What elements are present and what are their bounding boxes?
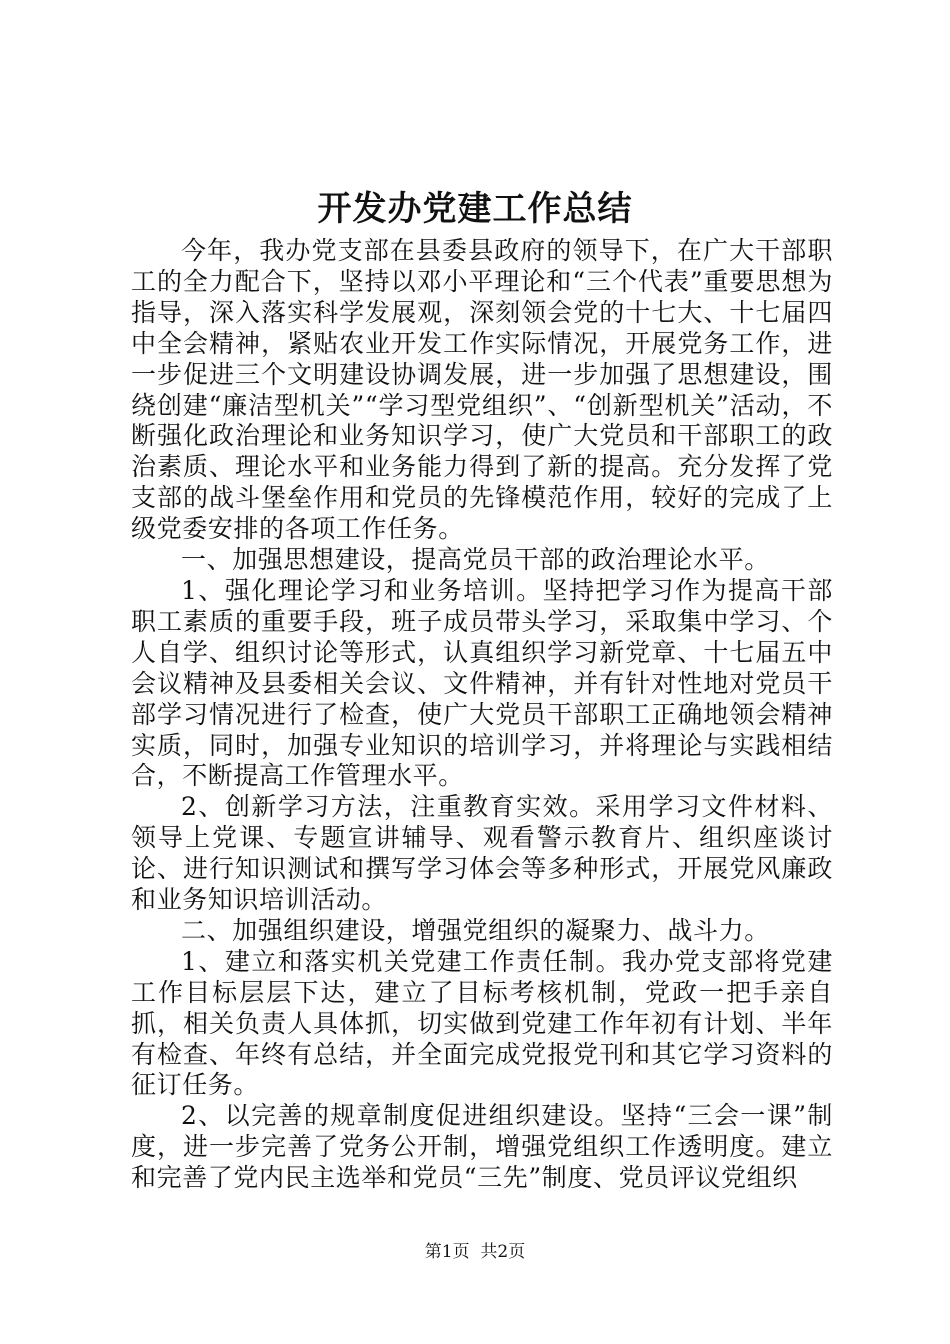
section-heading-2: 二、加强组织建设，增强党组织的凝聚力、战斗力。	[181, 915, 770, 945]
paragraph-1-1: 1、强化理论学习和业务培训。坚持把学习作为提高干部职工素质的重要手段，班子成员带头学习，采取集中学习、个人自学、组织讨论等形式，认真组织学习新党章、十七届五中会议精神及县委相关会议、文件精神，并有针对性地对党员干部学习情况进行了检查，使广大党员干部职工正确地领会精神实质，同时，加强专业知识的培训学习，并将理论与实践相结合，不断提高工作管理水平。	[131, 575, 833, 791]
footer-separator	[470, 1242, 481, 1262]
paragraph-1-2: 2、创新学习方法，注重教育实效。采用学习文件材料、领导上党课、专题宣讲辅导、观看警示教育片、组织座谈讨论、进行知识测试和撰写学习体会等多种形式，开展党风廉政和业务知识培训活动。	[131, 792, 833, 915]
page-number: 第1页	[424, 1242, 470, 1262]
page-footer	[0, 1241, 950, 1263]
document-title: 开发办党建工作总结	[317, 189, 633, 229]
document-body	[131, 236, 833, 1194]
paragraph-2-1: 1、建立和落实机关党建工作责任制。我办党支部将党建工作目标层层下达，建立了目标考核机制，党政一把手亲自抓，相关负责人具体抓，切实做到党建工作年初有计划、半年有检查、年终有总结，并全面完成党报党刊和其它学习资料的征订任务。	[131, 946, 833, 1100]
section-heading-1: 一、加强思想建设，提高党员干部的政治理论水平。	[181, 545, 770, 575]
paragraph-2-2: 2、以完善的规章制度促进组织建设。坚持“三会一课”制度，进一步完善了党务公开制，增强党组织工作透明度。建立和完善了党内民主选举和党员“三先”制度、党员评议党组织	[131, 1101, 833, 1193]
paragraph-intro: 今年，我办党支部在县委县政府的领导下，在广大干部职工的全力配合下，坚持以邓小平理论和“三个代表”重要思想为指导，深入落实科学发展观，深刻领会党的十七大、十七届四中全会精神，紧贴农业开发工作实际情况，开展党务工作，进一步促进三个文明建设协调发展，进一步加强了思想建设，围绕创建“廉洁型机关”“学习型党组织”、“创新型机关”活动，不断强化政治理论和业务知识学习，使广大党员和干部职工的政治素质、理论水平和业务能力得到了新的提高。充分发挥了党支部的战斗堡垒作用和党员的先锋模范作用，较好的完成了上级党委安排的各项工作任务。	[131, 236, 833, 544]
page-total: 共2页	[480, 1242, 526, 1262]
